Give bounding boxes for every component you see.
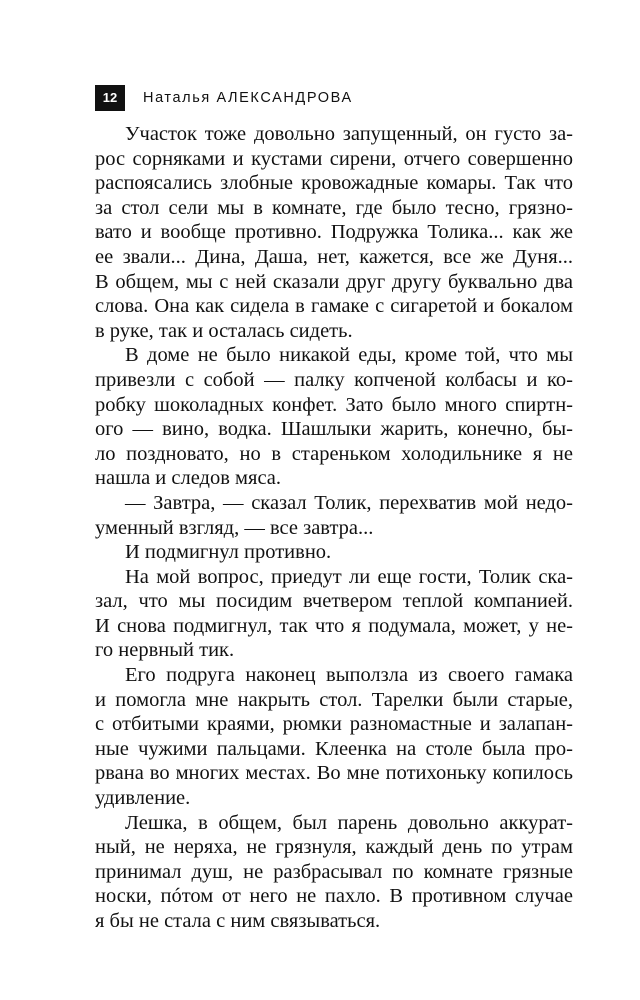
- text-line: и помогла мне накрыть стол. Тарелки были старые,: [95, 688, 573, 711]
- running-head: [95, 85, 353, 111]
- paragraph: [95, 663, 573, 811]
- text-line: привезли с собой — палку копченой колбасы и ко-: [95, 368, 573, 391]
- text-line: — Завтра, — сказал Толик, перехватив мой недо-: [125, 491, 573, 514]
- paragraph: [95, 565, 573, 663]
- text-line: принимал душ, не разбрасывал по комнате грязные: [95, 860, 573, 883]
- text-line: нашла и следов мяса.: [95, 467, 282, 490]
- text-line: Его подруга наконец выползла из своего гамака: [125, 664, 573, 687]
- text-line: распоясались злобные кровожадные комары. Так что: [95, 172, 573, 195]
- paragraph: [95, 540, 573, 565]
- text-line: В общем, мы с ней сказали друг другу буквально два: [95, 270, 573, 293]
- text-line: Участок тоже довольно запущенный, он густо за-: [125, 123, 573, 145]
- text-line: Лешка, в общем, был парень довольно аккурат-: [125, 811, 573, 834]
- text-line: в руке, так и осталась сидеть.: [95, 319, 353, 342]
- text-line: И снова подмигнул, так что я подумала, может, у не-: [95, 614, 573, 637]
- paragraph: [95, 122, 573, 343]
- text-line: вато и вообще противно. Подружка Толика... как же: [95, 221, 573, 244]
- page-number: 12: [95, 85, 125, 111]
- text-line: за стол сели мы в комнате, где было тесно, грязно-: [95, 196, 573, 219]
- text-line: слова. Она как сидела в гамаке с сигаретой и бокалом: [95, 295, 573, 318]
- text-line: удивление.: [95, 787, 191, 810]
- text-line: ные чужими пальцами. Клеенка на столе была про-: [95, 737, 573, 760]
- text-line: рос сорняками и кустами сирени, отчего совершенно: [95, 147, 573, 170]
- text-line: ее звали... Дина, Даша, нет, кажется, все же Дуня...: [95, 245, 573, 268]
- paragraph: [95, 491, 573, 540]
- text-line: ло поздновато, но в стареньком холодильнике я не: [95, 442, 573, 465]
- text-line: уменный взгляд, — все завтра...: [95, 516, 374, 539]
- text-line: с отбитыми краями, рюмки разномастные и залапан-: [95, 713, 573, 736]
- text-line: На мой вопрос, приедут ли еще гости, Толик ска-: [125, 565, 573, 588]
- text-line: го нервный тик.: [95, 639, 235, 662]
- text-line: зал, что мы посидим вчетвером теплой компанией.: [95, 590, 573, 613]
- text-line: ого — вино, водка. Шашлыки жарить, конечно, бы-: [95, 418, 573, 441]
- text-line: ный, не неряха, не грязнуля, каждый день по утрам: [95, 836, 573, 859]
- text-line: носки, пóтом от него не пахло. В противном случае: [95, 885, 573, 908]
- text-line: В доме не было никакой еды, кроме той, что мы: [125, 344, 573, 367]
- text-line: я бы не стала с ним связываться.: [95, 910, 381, 932]
- text-line: робку шоколадных конфет. Зато было много спиртн-: [95, 393, 573, 416]
- body-text: [95, 122, 573, 934]
- author-name: Наталья АЛЕКСАНДРОВА: [143, 90, 353, 106]
- text-line: И подмигнул противно.: [125, 541, 332, 564]
- paragraph: [95, 811, 573, 934]
- text-line: рвана во многих местах. Во мне потихоньку копилось: [95, 762, 573, 785]
- paragraph: [95, 343, 573, 491]
